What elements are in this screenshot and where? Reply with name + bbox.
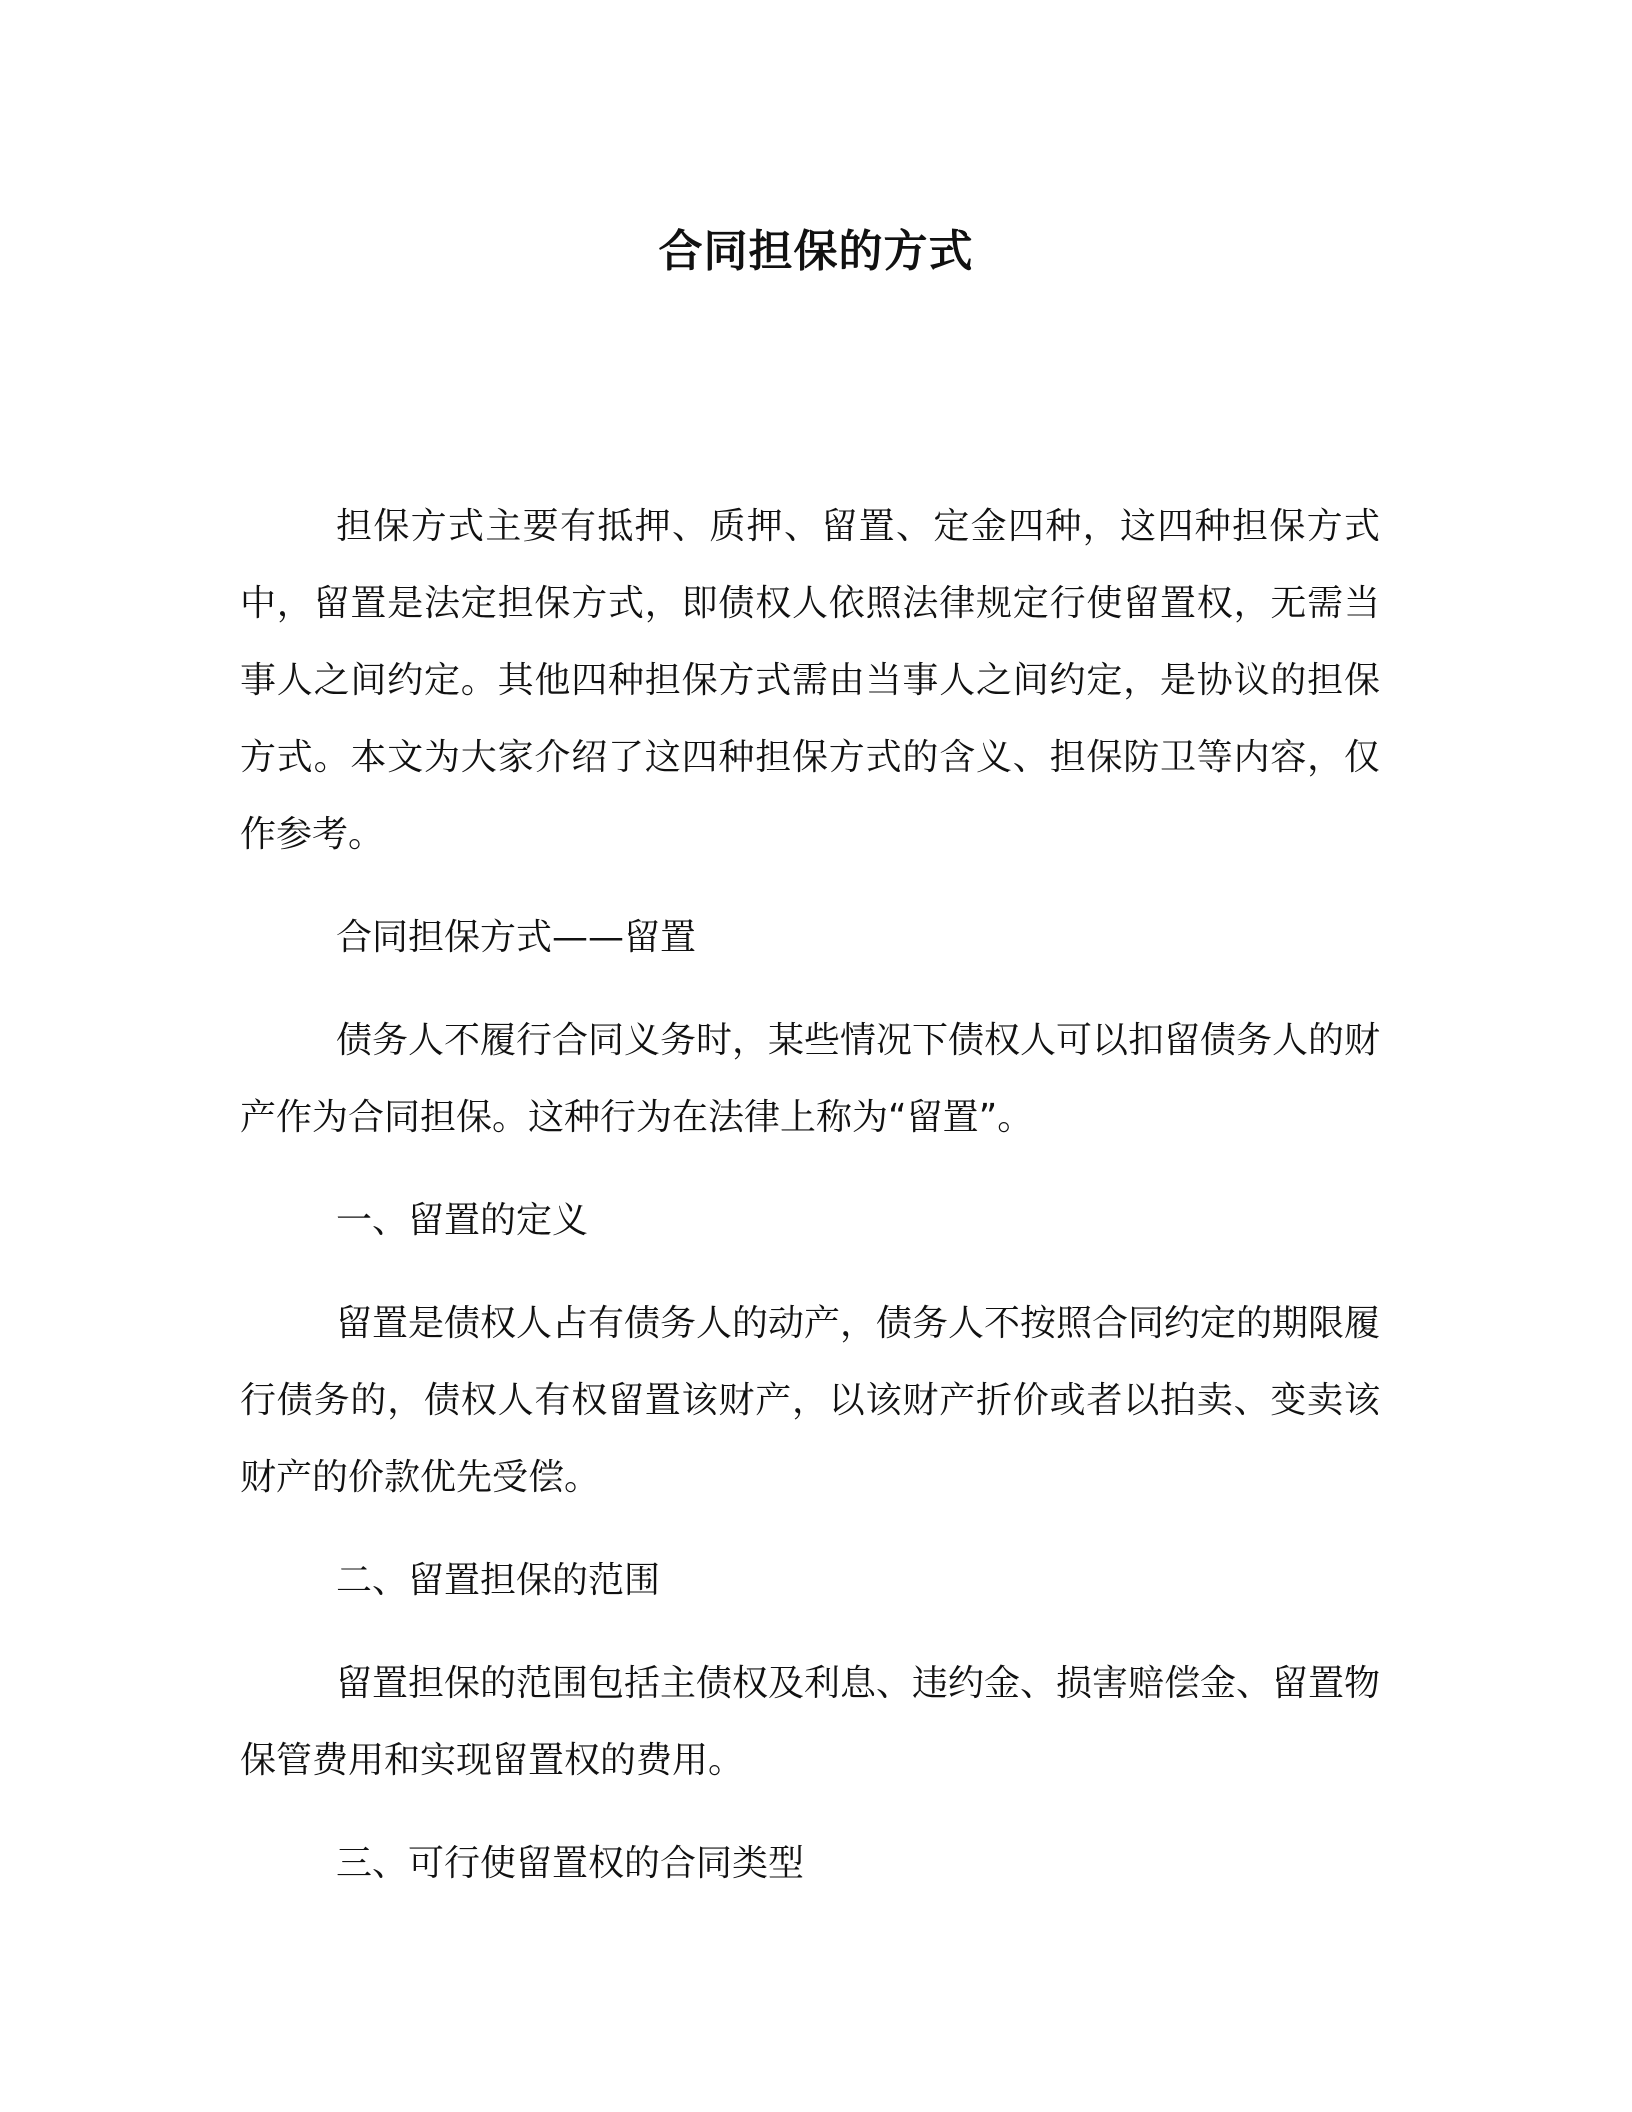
lien-description-paragraph: 债务人不履行合同义务时，某些情况下债权人可以扣留债务人的财产作为合同担保。这种行为在法律上称为“留置”。 <box>240 1020 1381 1138</box>
section-heading-contract-types: 三、可行使留置权的合同类型 <box>336 1843 805 1884</box>
section-heading-scope: 二、留置担保的范围 <box>336 1560 661 1601</box>
definition-paragraph: 留置是债权人占有债务人的动产，债务人不按照合同约定的期限履行债务的，债权人有权留置该财产，以该财产折价或者以拍卖、变卖该财产的价款优先受偿。 <box>240 1303 1381 1498</box>
intro-paragraph: 担保方式主要有抵押、质押、留置、定金四种，这四种担保方式中，留置是法定担保方式，即债权人依照法律规定行使留置权，无需当事人之间约定。其他四种担保方式需由当事人之间约定，是协议的担保方式。本文为大家介绍了这四种担保方式的含义、担保防卫等内容，仅作参考。 <box>240 506 1380 855</box>
section-heading-definition: 一、留置的定义 <box>336 1200 589 1241</box>
section-heading-lien: 合同担保方式——留置 <box>336 917 697 958</box>
scope-paragraph: 留置担保的范围包括主债权及利息、违约金、损害赔偿金、留置物保管费用和实现留置权的费用。 <box>240 1663 1381 1781</box>
document-body <box>240 488 1380 1902</box>
document-title: 合同担保的方式 <box>658 226 974 277</box>
